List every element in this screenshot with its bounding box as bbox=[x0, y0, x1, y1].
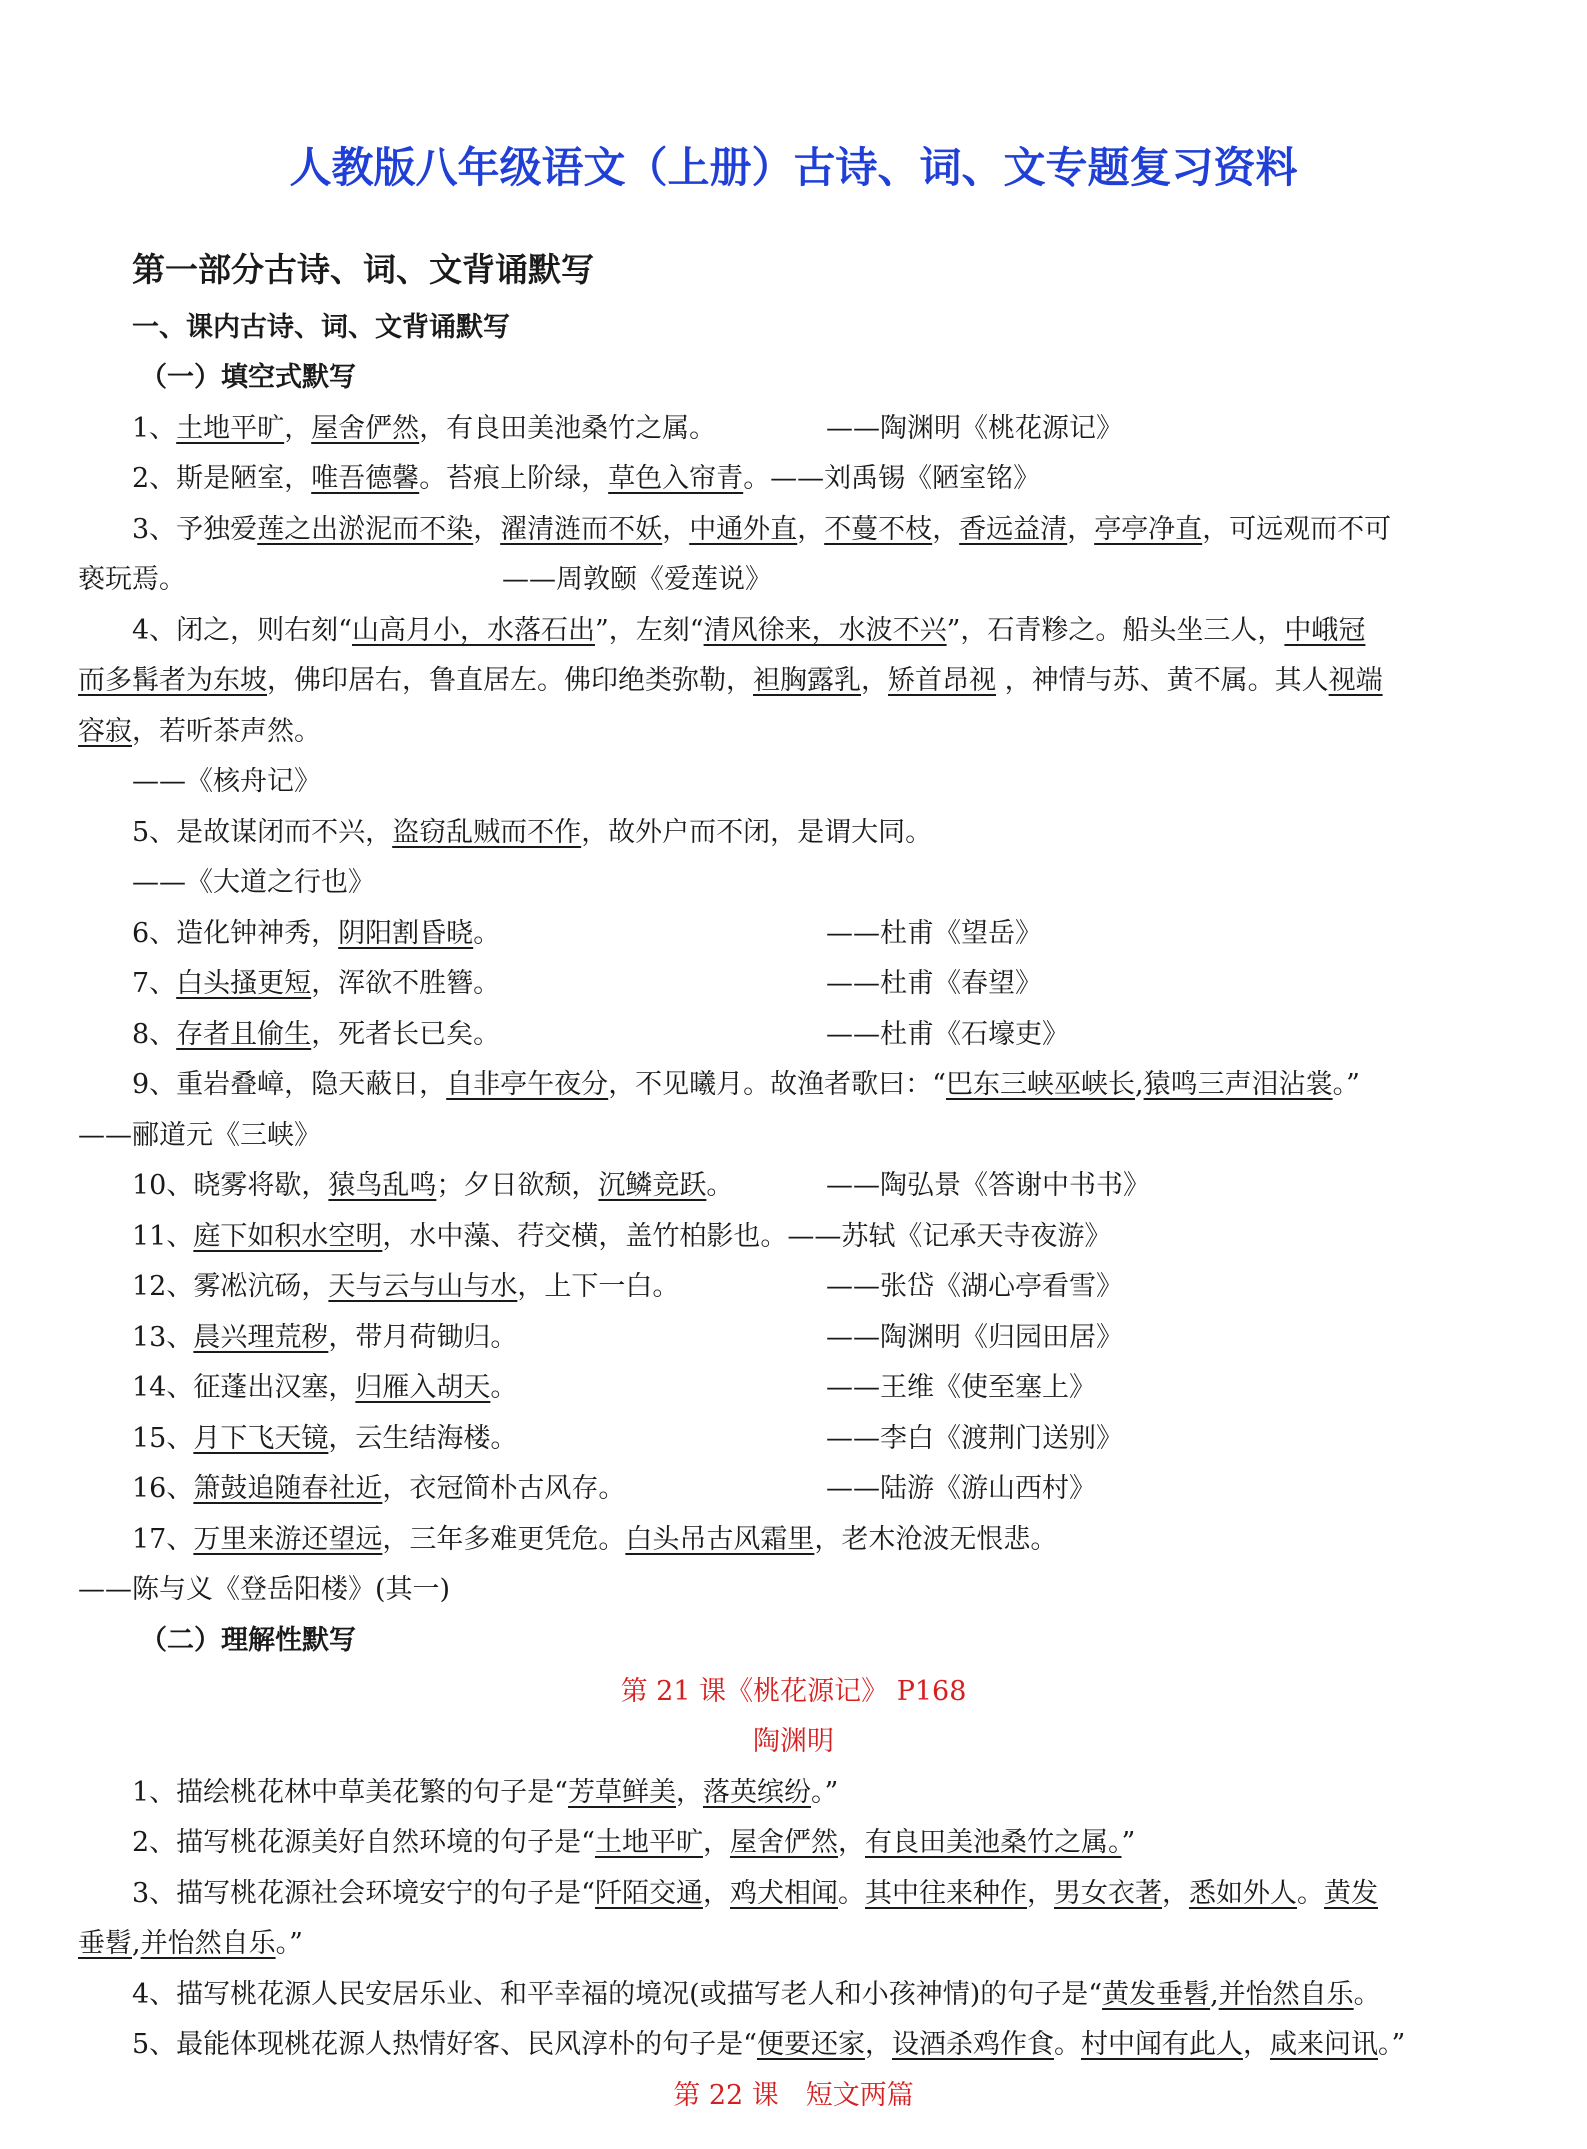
understanding-line-4: 4、描写桃花源人民安居乐业、和平幸福的境况(或描写老人和小孩神情)的句子是“黄发垂髫,并怡然自乐。 bbox=[132, 1979, 1381, 2010]
attribution-5: ——《大道之行也》 bbox=[132, 867, 375, 898]
recitation-line-6: 6、造化钟神秀，阴阳割昏晓。 bbox=[132, 918, 501, 949]
attribution-14: ——王维《使至塞上》 bbox=[826, 1372, 1096, 1403]
recitation-line-9: 9、重岩叠嶂，隐天蔽日，自非亭午夜分，不见曦月。故渔者歌曰：“巴东三峡巫峡长,猿鸣三声泪沾裳。” bbox=[132, 1069, 1360, 1100]
recitation-line-7: 7、白头搔更短，浑欲不胜簪。 bbox=[132, 968, 501, 999]
section-heading: 一、课内古诗、词、文背诵默写 bbox=[132, 312, 510, 343]
recitation-line-14: 14、征蓬出汉塞，归雁入胡天。 bbox=[132, 1372, 518, 1403]
recitation-line-3: 3、予独爱莲之出淤泥而不染，濯清涟而不妖，中通外直，不蔓不枝，香远益清，亭亭净直，可远观而不可 bbox=[132, 514, 1392, 545]
understanding-line-3: 3、描写桃花源社会环境安宁的句子是“阡陌交通，鸡犬相闻。其中往来种作，男女衣著，悉如外人。黄发 bbox=[132, 1878, 1378, 1909]
attribution-10: ——陶弘景《答谢中书书》 bbox=[826, 1170, 1150, 1201]
recitation-line-13: 13、晨兴理荒秽，带月荷锄归。 bbox=[132, 1322, 518, 1353]
attribution-9: ——郦道元《三峡》 bbox=[78, 1120, 321, 1151]
attribution-7: ——杜甫《春望》 bbox=[826, 968, 1042, 999]
recitation-line-16: 16、箫鼓追随春社近，衣冠简朴古风存。 bbox=[132, 1473, 626, 1504]
recitation-line-1: 1、土地平旷，屋舍俨然，有良田美池桑竹之属。 bbox=[132, 413, 717, 444]
understanding-line-3-cont: 垂髫,并怡然自乐。” bbox=[78, 1928, 303, 1959]
recitation-line-2: 2、斯是陋室，唯吾德馨。苔痕上阶绿，草色入帘青。——刘禹锡《陋室铭》 bbox=[132, 463, 1041, 494]
recitation-line-11: 11、庭下如积水空明，水中藻、荇交横，盖竹柏影也。——苏轼《记承天寺夜游》 bbox=[132, 1221, 1112, 1252]
recitation-line-10: 10、晓雾将歇，猿鸟乱鸣；夕日欲颓，沉鳞竞跃。 bbox=[132, 1170, 734, 1201]
attribution-8: ——杜甫《石壕吏》 bbox=[826, 1019, 1069, 1050]
lesson-21-author: 陶渊明 bbox=[753, 1726, 834, 1757]
lesson-21-heading: 第 21 课《桃花源记》 P168 bbox=[620, 1676, 967, 1707]
document-title: 人教版八年级语文（上册）古诗、词、文专题复习资料 bbox=[289, 143, 1298, 192]
attribution-16: ——陆游《游山西村》 bbox=[826, 1473, 1096, 1504]
recitation-line-15: 15、月下飞天镜，云生结海楼。 bbox=[132, 1423, 518, 1454]
recitation-line-8: 8、存者且偷生，死者长已矣。 bbox=[132, 1019, 501, 1050]
attribution-15: ——李白《渡荆门送别》 bbox=[826, 1423, 1123, 1454]
lesson-22-heading: 第 22 课 短文两篇 bbox=[673, 2080, 914, 2111]
attribution-13: ——陶渊明《归园田居》 bbox=[826, 1322, 1123, 1353]
part-heading: 第一部分古诗、词、文背诵默写 bbox=[132, 250, 594, 289]
recitation-line-4: 4、闭之，则右刻“山高月小，水落石出”，左刻“清风徐来，水波不兴”，石青糁之。船头坐三人，中峨冠 bbox=[132, 615, 1366, 646]
understanding-line-2: 2、描写桃花源美好自然环境的句子是“土地平旷，屋舍俨然，有良田美池桑竹之属。” bbox=[132, 1827, 1136, 1858]
attribution-17: ——陈与义《登岳阳楼》(其一) bbox=[78, 1574, 451, 1605]
recitation-line-3-cont: 亵玩焉。 bbox=[78, 564, 186, 595]
attribution-12: ——张岱《湖心亭看雪》 bbox=[826, 1271, 1123, 1302]
recitation-line-12: 12、雾凇沆砀，天与云与山与水，上下一白。 bbox=[132, 1271, 680, 1302]
recitation-line-4-cont: 而多髯者为东坡，佛印居右，鲁直居左。佛印绝类弥勒，袒胸露乳，矫首昂视 ，神情与苏、黄不属。其人视端 bbox=[78, 665, 1383, 696]
recitation-line-17: 17、万里来游还望远，三年多难更凭危。白头吊古风霜里，老木沧波无恨悲。 bbox=[132, 1524, 1058, 1555]
understanding-line-5: 5、最能体现桃花源人热情好客、民风淳朴的句子是“便要还家，设酒杀鸡作食。村中闻有此人，咸来问讯。” bbox=[132, 2029, 1406, 2060]
attribution-3: ——周敦颐《爱莲说》 bbox=[502, 564, 772, 595]
subsection-fill-in: （一）填空式默写 bbox=[140, 362, 356, 393]
understanding-line-1: 1、描绘桃花林中草美花繁的句子是“芳草鲜美，落英缤纷。” bbox=[132, 1777, 839, 1808]
attribution-1: ——陶渊明《桃花源记》 bbox=[826, 413, 1123, 444]
attribution-4: ——《核舟记》 bbox=[132, 766, 321, 797]
subsection-understanding: （二）理解性默写 bbox=[140, 1625, 356, 1656]
recitation-line-5: 5、是故谋闭而不兴，盗窃乱贼而不作，故外户而不闭，是谓大同。 bbox=[132, 817, 933, 848]
attribution-6: ——杜甫《望岳》 bbox=[826, 918, 1042, 949]
recitation-line-4-cont2: 容寂，若听茶声然。 bbox=[78, 716, 321, 747]
